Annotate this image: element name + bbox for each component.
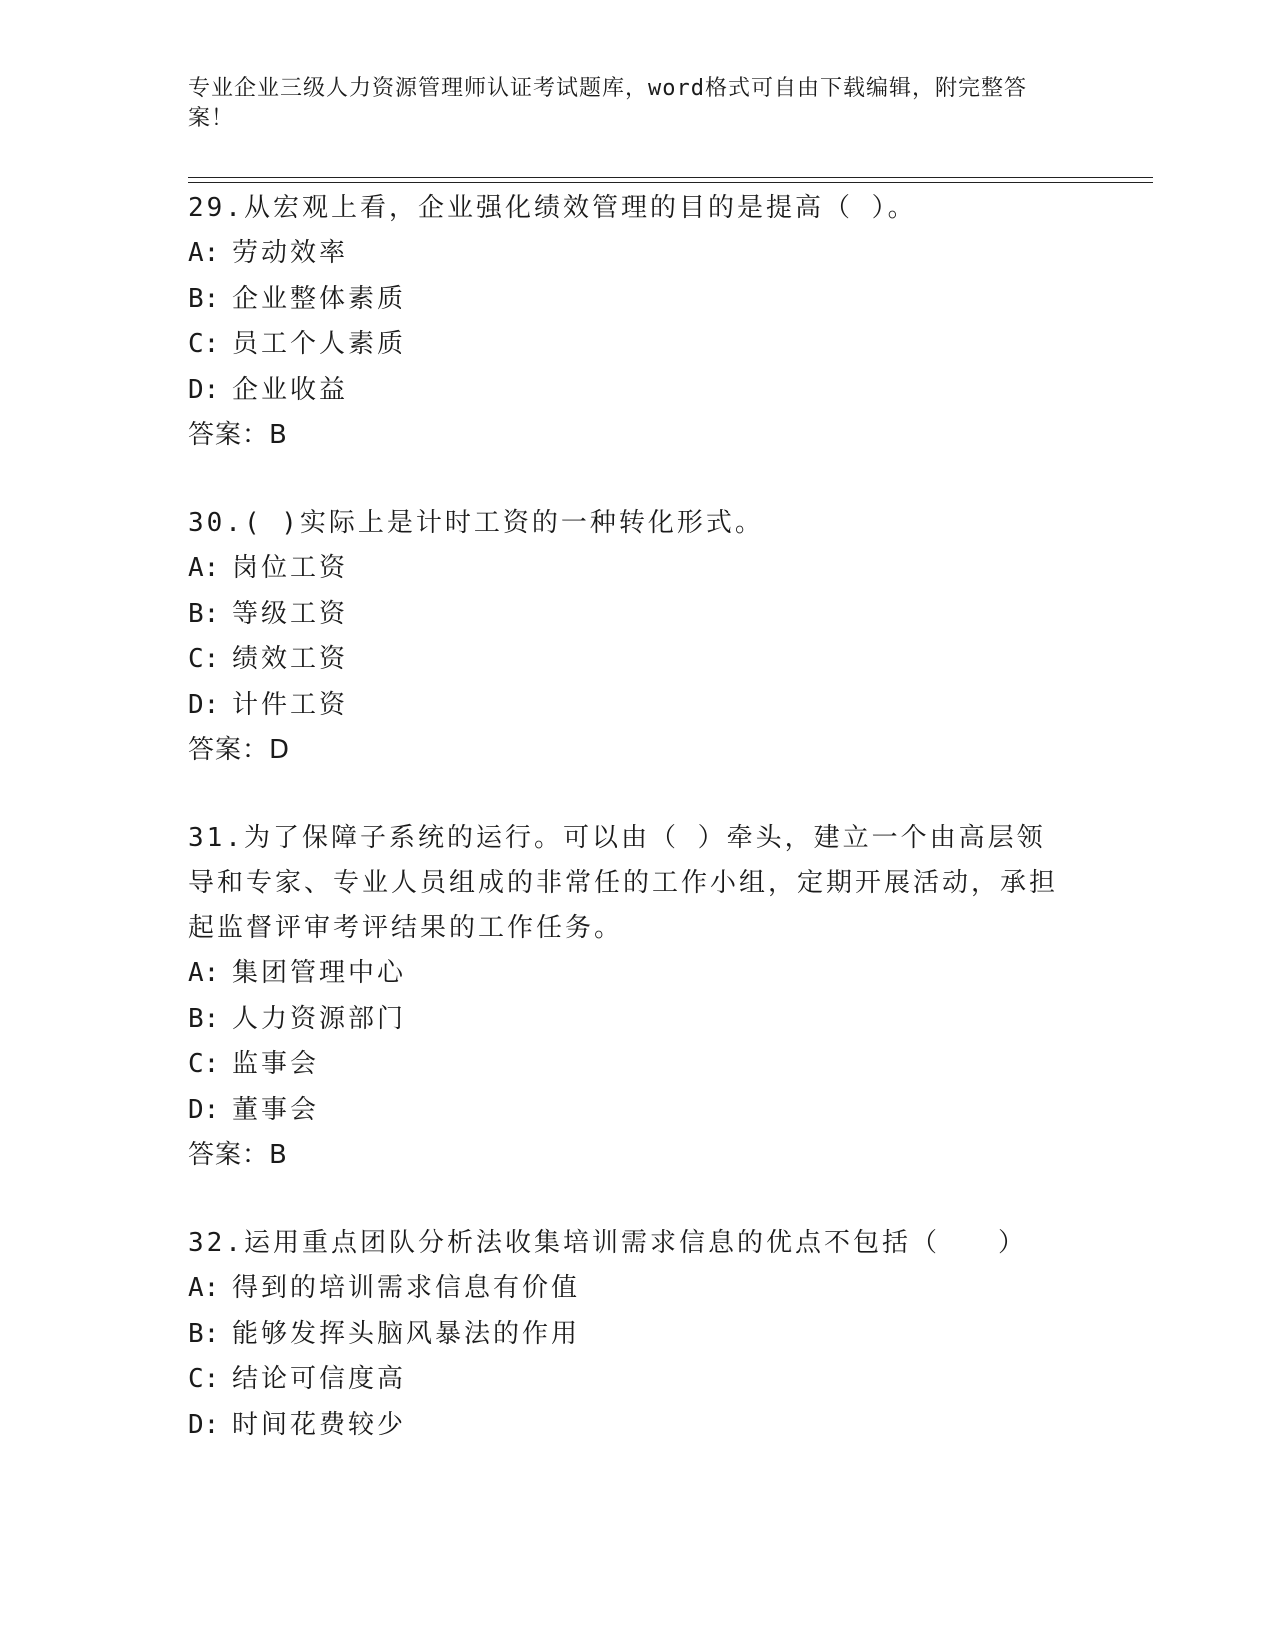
answer-label: 答案：B xyxy=(188,420,288,450)
option-text: 得到的培训需求信息有价值 xyxy=(232,1273,581,1303)
option-text: 计件工资 xyxy=(232,689,349,720)
option-d xyxy=(188,368,1068,414)
question-stem: 29.从宏观上看，企业强化绩效管理的目的是提高（ ）。 xyxy=(188,193,917,223)
option-key: D: xyxy=(188,1409,220,1440)
option-text: 能够发挥头脑风暴法的作用 xyxy=(232,1318,581,1349)
option-a xyxy=(188,546,1068,592)
question-31 xyxy=(188,816,1068,1178)
option-text: 结论可信度高 xyxy=(232,1364,407,1394)
option-text: 监事会 xyxy=(232,1049,320,1079)
option-a xyxy=(188,951,1068,997)
option-c xyxy=(188,322,1068,368)
option-key: B: xyxy=(188,1003,220,1034)
option-text: 企业整体素质 xyxy=(232,283,407,314)
option-text: 等级工资 xyxy=(232,598,349,629)
option-text: 人力资源部门 xyxy=(232,1003,407,1034)
option-text: 劳动效率 xyxy=(232,238,349,268)
option-key: D: xyxy=(188,689,220,720)
option-text: 绩效工资 xyxy=(232,644,349,674)
question-32 xyxy=(188,1221,1068,1448)
question-30 xyxy=(188,501,1068,773)
option-key: C: xyxy=(188,1049,220,1079)
option-c xyxy=(188,1042,1068,1088)
option-key: B: xyxy=(188,598,220,629)
option-c xyxy=(188,637,1068,683)
question-stem: 32.运用重点团队分析法收集培训需求信息的优点不包括（ ） xyxy=(188,1228,1027,1258)
option-text: 员工个人素质 xyxy=(232,329,407,359)
option-key: B: xyxy=(188,1318,220,1349)
option-key: C: xyxy=(188,644,220,674)
option-d xyxy=(188,1088,1068,1134)
answer-label: 答案：D xyxy=(188,735,291,765)
option-text: 集团管理中心 xyxy=(232,958,407,988)
question-stem: 31.为了保障子系统的运行。可以由（ ）牵头，建立一个由高层领导和专家、专业人员组成的非常任的工作小组，定期开展活动，承担起监督评审考评结果的工作任务。 xyxy=(188,823,1059,943)
option-key: A: xyxy=(188,238,220,268)
option-a xyxy=(188,231,1068,277)
option-key: B: xyxy=(188,283,220,314)
option-d xyxy=(188,1403,1068,1449)
option-key: C: xyxy=(188,329,220,359)
option-key: D: xyxy=(188,1094,220,1125)
option-key: A: xyxy=(188,553,220,583)
header-rule-top xyxy=(188,177,1153,178)
option-c xyxy=(188,1357,1068,1403)
option-text: 董事会 xyxy=(232,1094,320,1125)
option-text: 企业收益 xyxy=(232,374,349,405)
document-header: 专业企业三级人力资源管理师认证考试题库，word格式可自由下载编辑，附完整答案！ xyxy=(188,76,1027,131)
question-29 xyxy=(188,186,1068,458)
question-stem: 30.( )实际上是计时工资的一种转化形式。 xyxy=(188,508,764,538)
option-b xyxy=(188,1312,1068,1358)
option-key: D: xyxy=(188,374,220,405)
option-key: A: xyxy=(188,1273,220,1303)
option-b xyxy=(188,592,1068,638)
option-d xyxy=(188,683,1068,729)
option-key: C: xyxy=(188,1364,220,1394)
option-key: A: xyxy=(188,958,220,988)
option-b xyxy=(188,997,1068,1043)
header-rule-bottom xyxy=(188,182,1153,183)
option-text: 时间花费较少 xyxy=(232,1409,407,1440)
option-a xyxy=(188,1266,1068,1312)
answer-label: 答案：B xyxy=(188,1140,288,1170)
option-b xyxy=(188,277,1068,323)
option-text: 岗位工资 xyxy=(232,553,349,583)
